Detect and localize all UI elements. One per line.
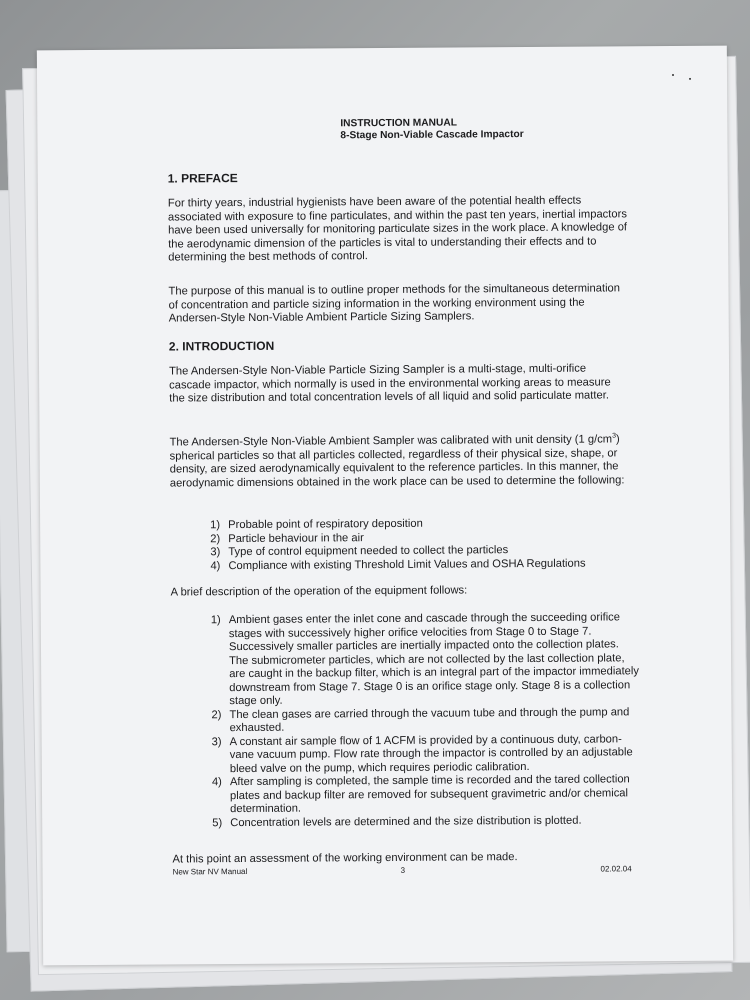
- footer-page-number: 3: [400, 865, 406, 875]
- introduction-paragraph-2: The Andersen-Style Non-Viable Ambient Sampler was calibrated with unit density (1 $g/cm^3$) spherical particles so that all particles collected, regardless of their physical size, shape, or density, are sized aerodynamically equivalent to the reference particles. In this manner, the aerodynamic dimensions obtained in the work place can be used to determine the following:: [169, 432, 625, 490]
- determination-list: [210, 516, 630, 573]
- operation-list: [211, 611, 642, 830]
- footer-document-name: New Star NV Manual: [172, 866, 248, 877]
- list-item: 1) Ambient gases enter the inlet cone and cascade through the succeeding orifice stages with successively higher orifice velocities from Stage 0 to Stage 7. Successively smaller particles are inertially impacted onto the collection plates. The submicrometer particles, which are not collected by the last collection plate, are caught in the backup filter, which is an integral part of the impactor immediately downstream from Stage 7. Stage 0 is an orifice stage only. Stage 8 is a collection stage only.: [210, 611, 640, 708]
- document-header: [340, 116, 640, 142]
- paper-speck: [689, 78, 691, 80]
- header-title: INSTRUCTION MANUAL: [340, 117, 457, 130]
- header-subtitle: 8-Stage Non-Viable Cascade Impactor: [340, 129, 524, 142]
- introduction-heading: 2. INTRODUCTION: [168, 338, 275, 354]
- preface-paragraph-1: For thirty years, industrial hygienists have been aware of the potential health effects associated with exposure to fine particulates, and within the past ten years, inertial impactors have been used universally for monitoring particulate sizes in the work place. A knowledge of the aerodynamic dimension of the particles is vital to understanding their effects and to determining the best methods of control.: [167, 194, 628, 264]
- list-item: 1) Probable point of respiratory deposition: [210, 517, 423, 532]
- introduction-paragraph-1: The Andersen-Style Non-Viable Particle Sizing Sampler is a multi-stage, multi-orifice cascade impactor, which normally is used in the environmental working areas to measure the size distribution and total concentration levels of all liquid and solid particulate matter.: [169, 362, 611, 405]
- list-item: 5) Concentration levels are determined and the size distribution is plotted.: [212, 814, 582, 829]
- introduction-paragraph-3: A brief description of the operation of the equipment follows:: [170, 584, 468, 599]
- footer-date: 02.02.04: [600, 864, 632, 874]
- list-item: 4) Compliance with existing Threshold Limit Values and OSHA Regulations: [210, 557, 586, 572]
- list-item: 2) The clean gases are carried through the vacuum tube and through the pump and exhausted.: [211, 705, 630, 735]
- list-item: 2) Particle behaviour in the air: [210, 531, 364, 545]
- list-item: 4) After sampling is completed, the sample time is recorded and the tared collection plates and backup filter are removed for subsequent gravimetric and/or chemical determination.: [211, 773, 630, 816]
- preface-paragraph-2: The purpose of this manual is to outline proper methods for the simultaneous determination of concentration and particle sizing information in the working environment using the Andersen-Style Non-Viable Ambient Particle Sizing Samplers.: [168, 282, 621, 325]
- manual-page: [37, 46, 733, 966]
- list-item: 3) Type of control equipment needed to collect the particles: [210, 544, 509, 559]
- preface-heading: 1. PREFACE: [167, 171, 238, 186]
- paper-speck: [672, 74, 674, 76]
- list-item: 3) A constant air sample flow of 1 ACFM is provided by a continuous duty, carbon-vane vacuum pump. Flow rate through the impactor is controlled by an adjustable bleed valve on the pump, which requires periodic calibration.: [211, 732, 633, 775]
- introduction-paragraph-4: At this point an assessment of the working environment can be made.: [172, 851, 518, 866]
